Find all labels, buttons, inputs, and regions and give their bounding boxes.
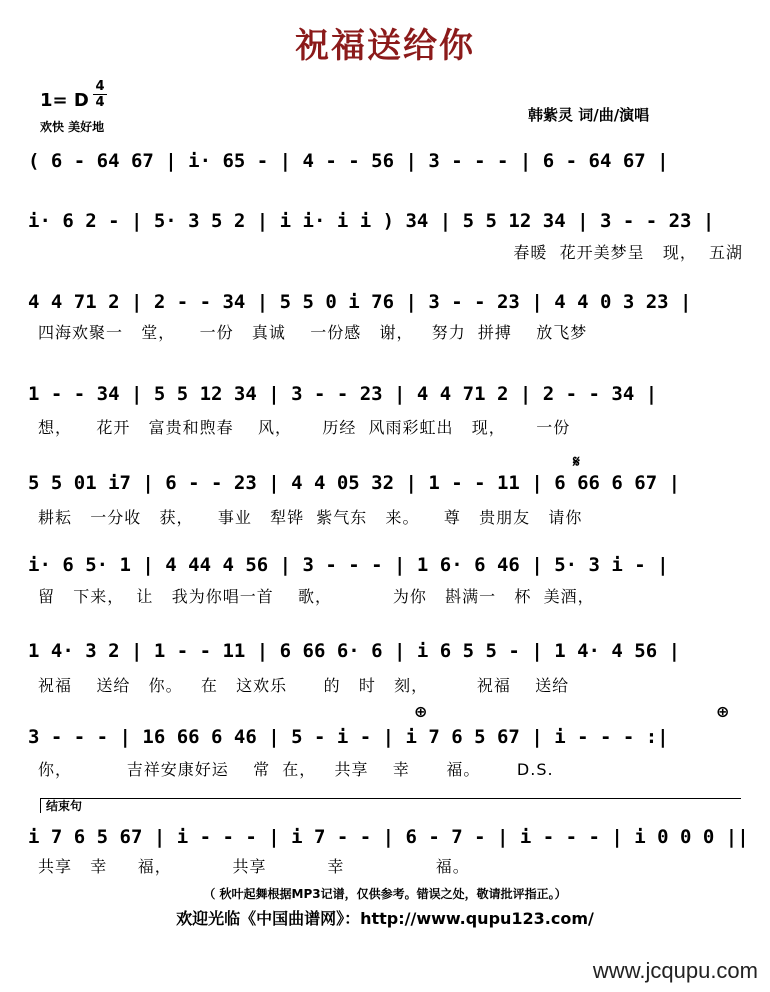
time-signature xyxy=(93,80,107,109)
notes-row-8: 3 - - - | 16 66 6 46 | 5 - i - | i 7 6 5 67 | i - - - :| xyxy=(28,726,669,748)
lyrics-row-2: 春暖 花开美梦呈 现， 五湖 xyxy=(513,243,743,262)
time-signature-bottom: 4 xyxy=(95,95,105,110)
song-credit: 韩紫灵 词/曲/演唱 xyxy=(528,106,650,124)
site-line: 欢迎光临《中国曲谱网》：http://www.qupu123.com/ xyxy=(176,909,594,928)
lyrics-row-3: 四海欢聚一 堂， 一份 真诚 一份感 谢， 努力 拼搏 放飞梦 xyxy=(38,323,588,342)
notes-row-7: 1 4· 3 2 | 1 - - 11 | 6 66 6· 6 | i 6 5 5 - | 1 4· 4 56 | xyxy=(28,640,681,662)
watermark: www.jcqupu.com xyxy=(592,958,758,983)
notes-row-5: 5 5 01 i7 | 6 - - 23 | 4 4 05 32 | 1 - - 11 | 6 66 6 67 | xyxy=(28,472,681,494)
time-signature-top: 4 xyxy=(95,79,105,94)
notes-row-2: i· 6 2 - | 5· 3 5 2 | i i· i i ) 34 | 5 5 12 34 | 3 - - 23 | xyxy=(28,210,715,232)
notes-row-3: 4 4 71 2 | 2 - - 34 | 5 5 0 i 76 | 3 - - 23 | 4 4 0 3 23 | xyxy=(28,291,692,313)
coda-sign-1: ⊕ xyxy=(414,702,428,721)
transcription-note: （ 秋叶起舞根据MP3记谱，仅供参考。错误之处，敬请批评指正。） xyxy=(203,887,567,901)
coda-sign-2: ⊕ xyxy=(716,702,730,721)
ending-label: 结束句 xyxy=(46,799,83,813)
lyrics-row-9: 共享 幸 福， 共享 幸 福。 xyxy=(38,857,470,876)
ending-bracket xyxy=(40,798,741,813)
notes-row-9: i 7 6 5 67 | i - - - | i 7 - - | 6 - 7 - | i - - - | i 0 0 0 || xyxy=(28,826,749,848)
lyrics-row-6: 留 下来， 让 我为你唱一首 歌， 为你 斟满一 杯 美酒， xyxy=(38,587,595,606)
lyrics-row-4: 想， 花开 富贵和煦春 风， 历经 风雨彩虹出 现， 一份 xyxy=(38,418,571,437)
notes-row-4: 1 - - 34 | 5 5 12 34 | 3 - - 23 | 4 4 71 2 | 2 - - 34 | xyxy=(28,383,658,405)
notes-row-1: ( 6 - 64 67 | i· 65 - | 4 - - 56 | 3 - - - | 6 - 64 67 | xyxy=(28,150,669,172)
segno-sign: 𝄋 xyxy=(573,452,580,471)
lyrics-row-8: 你， 吉祥安康好运 常 在， 共享 幸 福。 D.S. xyxy=(38,760,554,779)
song-title: 祝福送给你 xyxy=(295,26,475,66)
tempo-marking: 欢快 美好地 xyxy=(40,120,105,134)
lyrics-row-5: 耕耘 一分收 获， 事业 犁铧 紫气东 来。 尊 贵朋友 请你 xyxy=(38,508,583,527)
key-signature: 1= D xyxy=(40,90,89,111)
lyrics-row-7: 祝福 送给 你。 在 这欢乐 的 时 刻， 祝福 送给 xyxy=(38,676,570,695)
notes-row-6: i· 6 5· 1 | 4 44 4 56 | 3 - - - | 1 6· 6 46 | 5· 3 i - | xyxy=(28,554,669,576)
